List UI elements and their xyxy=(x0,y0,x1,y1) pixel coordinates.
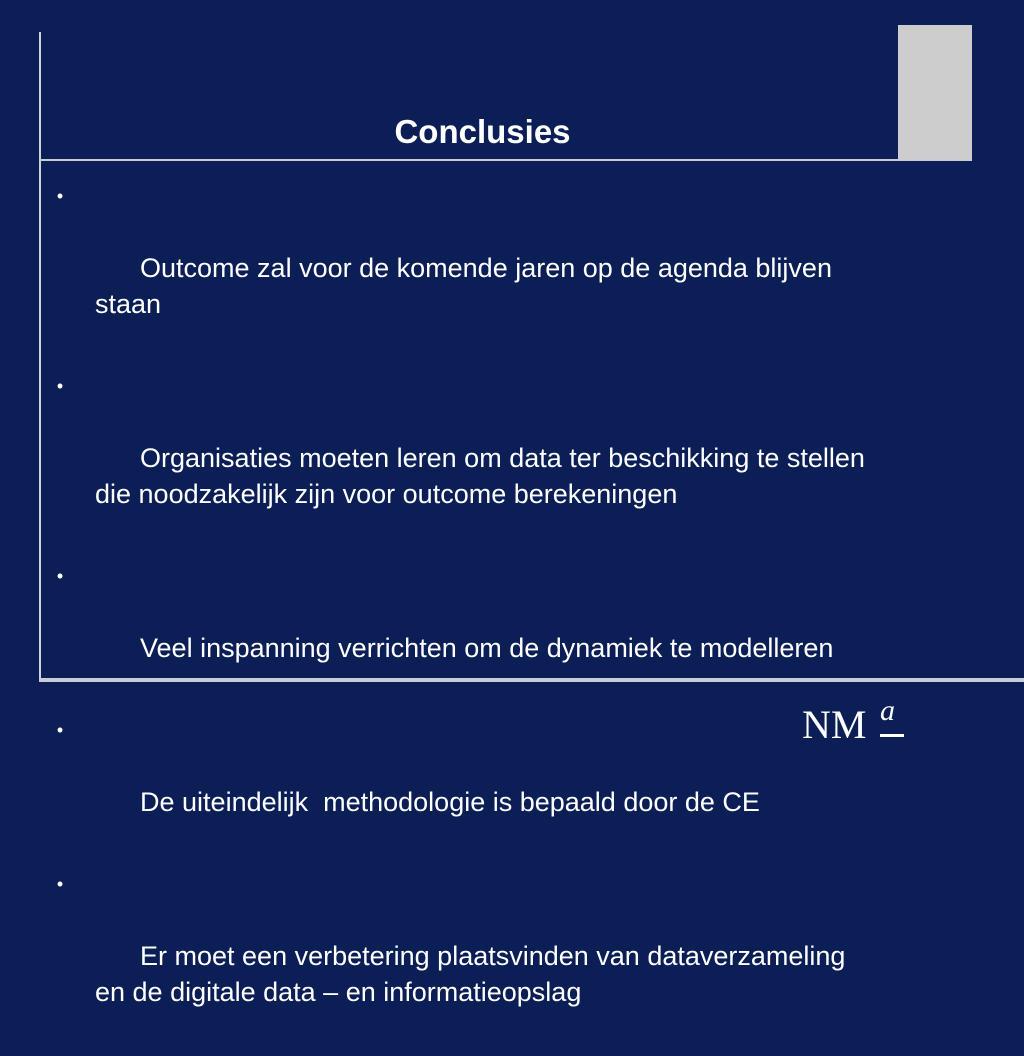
bullet-item xyxy=(50,712,880,856)
bullet-item xyxy=(50,178,880,358)
bullet-text: Er moet een verbetering plaatsvinden van dataverzameling en de digitale data – en informatieopslag xyxy=(95,941,853,1007)
bullet-text: Organisaties moeten leren om data ter beschikking te stellen die noodzakelijk zijn voor outcome berekeningen xyxy=(95,443,873,509)
bullet-text: Outcome zal voor de komende jaren op de agenda blijven staan xyxy=(95,253,840,319)
left-vertical-rule xyxy=(39,32,41,682)
title-divider xyxy=(39,159,961,161)
slide-title: Conclusies xyxy=(394,113,571,150)
bullet-text: De uiteindelijk methodologie is bepaald door de CE xyxy=(140,787,760,817)
bullet-list xyxy=(50,178,880,1056)
bullet-item xyxy=(50,558,880,702)
bullet-item xyxy=(50,866,880,1046)
bullet-item xyxy=(50,368,880,548)
bullet-icon: • xyxy=(56,186,64,206)
bullet-icon: • xyxy=(56,874,64,894)
bullet-icon: • xyxy=(56,376,64,396)
logo-main-text: NM xyxy=(802,702,867,744)
decorative-gray-block xyxy=(898,25,972,161)
logo-underline xyxy=(880,734,904,737)
nma-logo xyxy=(800,694,910,744)
bullet-text: Veel inspanning verrichten om de dynamiek te modelleren xyxy=(140,633,834,663)
bullet-icon: • xyxy=(56,720,64,740)
bullet-icon: • xyxy=(56,566,64,586)
logo-superscript-text: a xyxy=(880,694,895,727)
